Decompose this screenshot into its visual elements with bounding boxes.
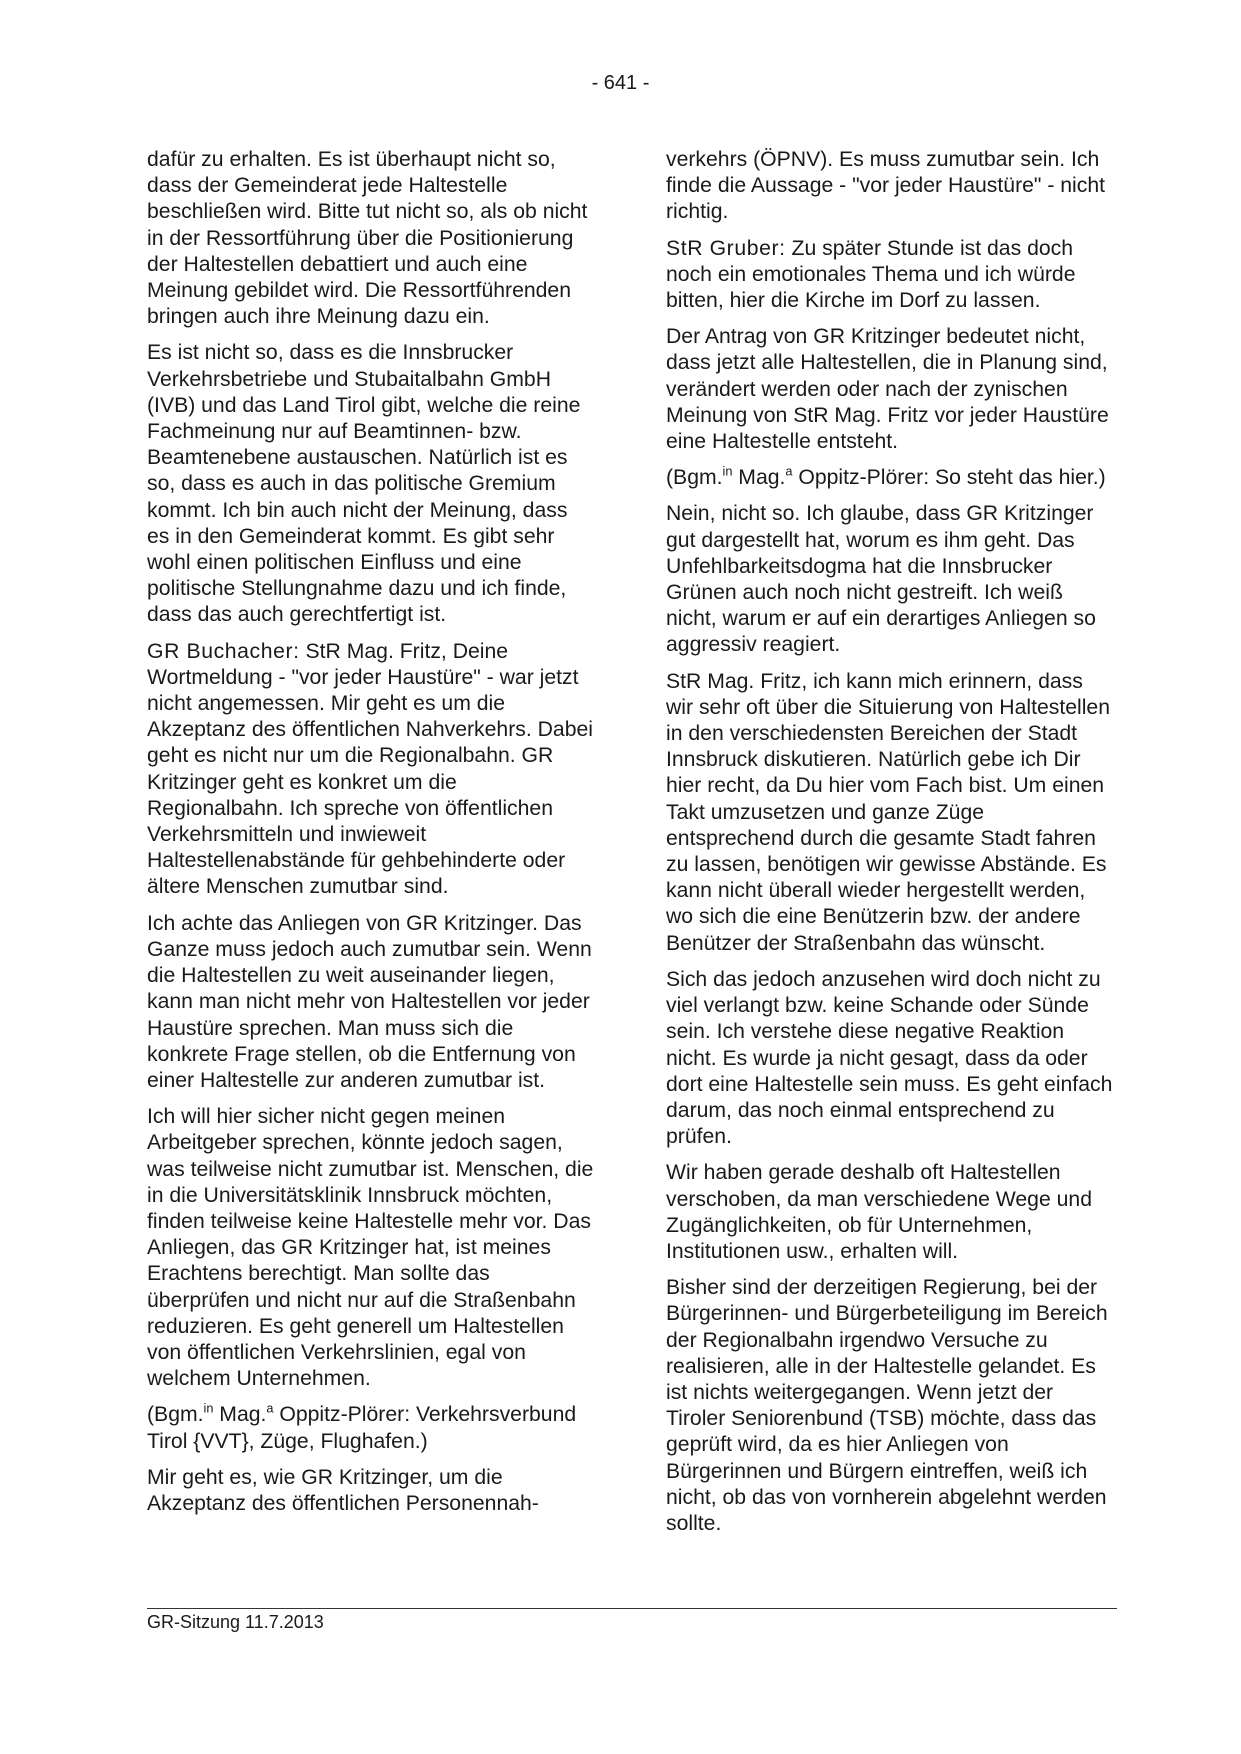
- paragraph: verkehrs (ÖPNV). Es muss zumutbar sein. Ich finde die Aussage - "vor jeder Haustüre" - nicht richtig.: [666, 148, 1106, 224]
- paragraph: Wir haben gerade deshalb oft Haltestellen verschoben, da man verschiedene Wege und Zugänglichkeiten, ob für Unternehmen, Institutionen usw., erhalten will.: [666, 1161, 1092, 1263]
- paragraph: StR Mag. Fritz, ich kann mich erinnern, dass wir sehr oft über die Situierung von Haltestellen in den verschiedensten Bereichen der Stadt Innsbruck diskutieren. Natürlich gebe ich Dir hier recht, da Du hier vom Fach bist. Um einen Takt umzusetzen und ganze Züge entsprechend durch die gesamte Stadt fahren zu lassen, benötigen wir gewisse Abstände. Es kann nicht überall wieder hergestellt werden, wo sich die eine Benützerin bzw. der andere Benützer der Straßenbahn das wünscht.: [666, 669, 1110, 955]
- footer-session-label: GR-Sitzung 11.7.2013: [147, 1612, 324, 1632]
- speech-text: Zu später Stunde ist das doch noch ein emotionales Thema und ich würde bitten, hier die Kirche im Dorf zu lassen.: [666, 236, 1076, 313]
- paragraph: Es ist nicht so, dass es die Innsbrucker Verkehrsbetriebe und Stubaitalbahn GmbH (IVB) und das Land Tirol gibt, welche die reine Fachmeinung nur auf Beamtinnen- bzw. Beamtenebene austauschen. Natürlich ist es so, dass es auch in das politische Gremium kommt. Ich bin auch nicht der Meinung, dass es in den Gemeinderat kommt. Es gibt sehr wohl einen politischen Einfluss und eine politische Stellungnahme dazu und ich finde, dass das auch gerechtfertigt ist.: [147, 341, 581, 627]
- paragraph: dafür zu erhalten. Es ist überhaupt nicht so, dass der Gemeinderat jede Haltestelle beschließen wird. Bitte tut nicht so, als ob nicht in der Ressortführung über die Positionierung der Haltestellen debattiert und auch eine Meinung gebildet wird. Die Ressortführenden bringen auch ihre Meinung dazu ein.: [147, 148, 588, 329]
- interjection: (Bgm.$^{in}$ Mag.$^a$ Oppitz-Plörer: Verkehrsverbund Tirol {VVT}, Züge, Flughafen.): [147, 1401, 577, 1453]
- page-number: - 641 -: [591, 72, 650, 94]
- paragraph: Mir geht es, wie GR Kritzinger, um die Akzeptanz des öffentlichen Personennah-: [147, 1465, 539, 1515]
- paragraph: Nein, nicht so. Ich glaube, dass GR Kritzinger gut dargestellt hat, worum es ihm geht. Das Unfehlbarkeitsdogma hat die Innsbrucker Grünen auch noch nicht gestreift. Ich weiß nicht, warum er auf ein derartiges Anliegen so aggressiv reagiert.: [666, 502, 1096, 657]
- footer-divider: [147, 1608, 1117, 1609]
- paragraph: Ich achte das Anliegen von GR Kritzinger. Das Ganze muss jedoch auch zumutbar sein. Wenn die Haltestellen zu weit auseinander liegen, kann man nicht mehr von Haltestellen vor jeder Haustüre sprechen. Man muss sich die konkrete Frage stellen, ob die Entfernung von einer Haltestelle zur anderen zumutbar ist.: [147, 911, 592, 1092]
- left-column: [147, 147, 595, 1527]
- speaker-name: StR Gruber:: [666, 236, 786, 260]
- paragraph: Der Antrag von GR Kritzinger bedeutet nicht, dass jetzt alle Haltestellen, die in Planung sind, verändert werden oder nach der zynischen Meinung von StR Mag. Fritz vor jeder Haustüre eine Haltestelle entsteht.: [666, 325, 1109, 454]
- paragraph: Sich das jedoch anzusehen wird doch nicht zu viel verlangt bzw. keine Schande oder Sünde sein. Ich verstehe diese negative Reaktion nicht. Es wurde ja nicht gesagt, dass da oder dort eine Haltestelle sein muss. Es geht einfach darum, das noch einmal entsprechend zu prüfen.: [666, 967, 1113, 1149]
- interjection: (Bgm.$^{in}$ Mag.$^a$ Oppitz-Plörer: So steht das hier.): [666, 463, 1106, 490]
- right-column: [666, 147, 1114, 1547]
- speech-text: StR Mag. Fritz, Deine Wortmeldung - "vor jeder Haustüre" - war jetzt nicht angemessen. Mir geht es um die Akzeptanz des öffentlichen Nahverkehrs. Dabei geht es nicht nur um die Regionalbahn. GR Kritzinger geht es konkret um die Regionalbahn. Ich spreche von öffentlichen Verkehrsmitteln und inwieweit Haltestellenabstände für gehbehinderte oder ältere Menschen zumutbar sind.: [147, 639, 593, 899]
- speaker-name: GR Buchacher:: [147, 639, 300, 663]
- paragraph: [147, 639, 595, 901]
- paragraph: Ich will hier sicher nicht gegen meinen Arbeitgeber sprechen, könnte jedoch sagen, was teilweise nicht zumutbar ist. Menschen, die in die Universitätsklinik Innsbruck möchten, finden teilweise keine Haltestelle mehr vor. Das Anliegen, das GR Kritzinger hat, ist meines Erachtens berechtigt. Man sollte das überprüfen und nicht nur auf die Straßenbahn reduzieren. Es geht generell um Haltestellen von öffentlichen Verkehrslinien, egal von welchem Unternehmen.: [147, 1105, 594, 1391]
- paragraph: Bisher sind der derzeitigen Regierung, bei der Bürgerinnen- und Bürgerbeteiligung im Bereich der Regionalbahn irgendwo Versuche zu realisieren, alle in der Haltestelle gelandet. Es ist nichts weitergegangen. Wenn jetzt der Tiroler Seniorenbund (TSB) möchte, dass das geprüft wird, da es hier Anliegen von Bürgerinnen und Bürgern eintreffen, weiß ich nicht, ob das von vornherein abgelehnt werden sollte.: [666, 1276, 1108, 1535]
- paragraph: [666, 236, 1114, 315]
